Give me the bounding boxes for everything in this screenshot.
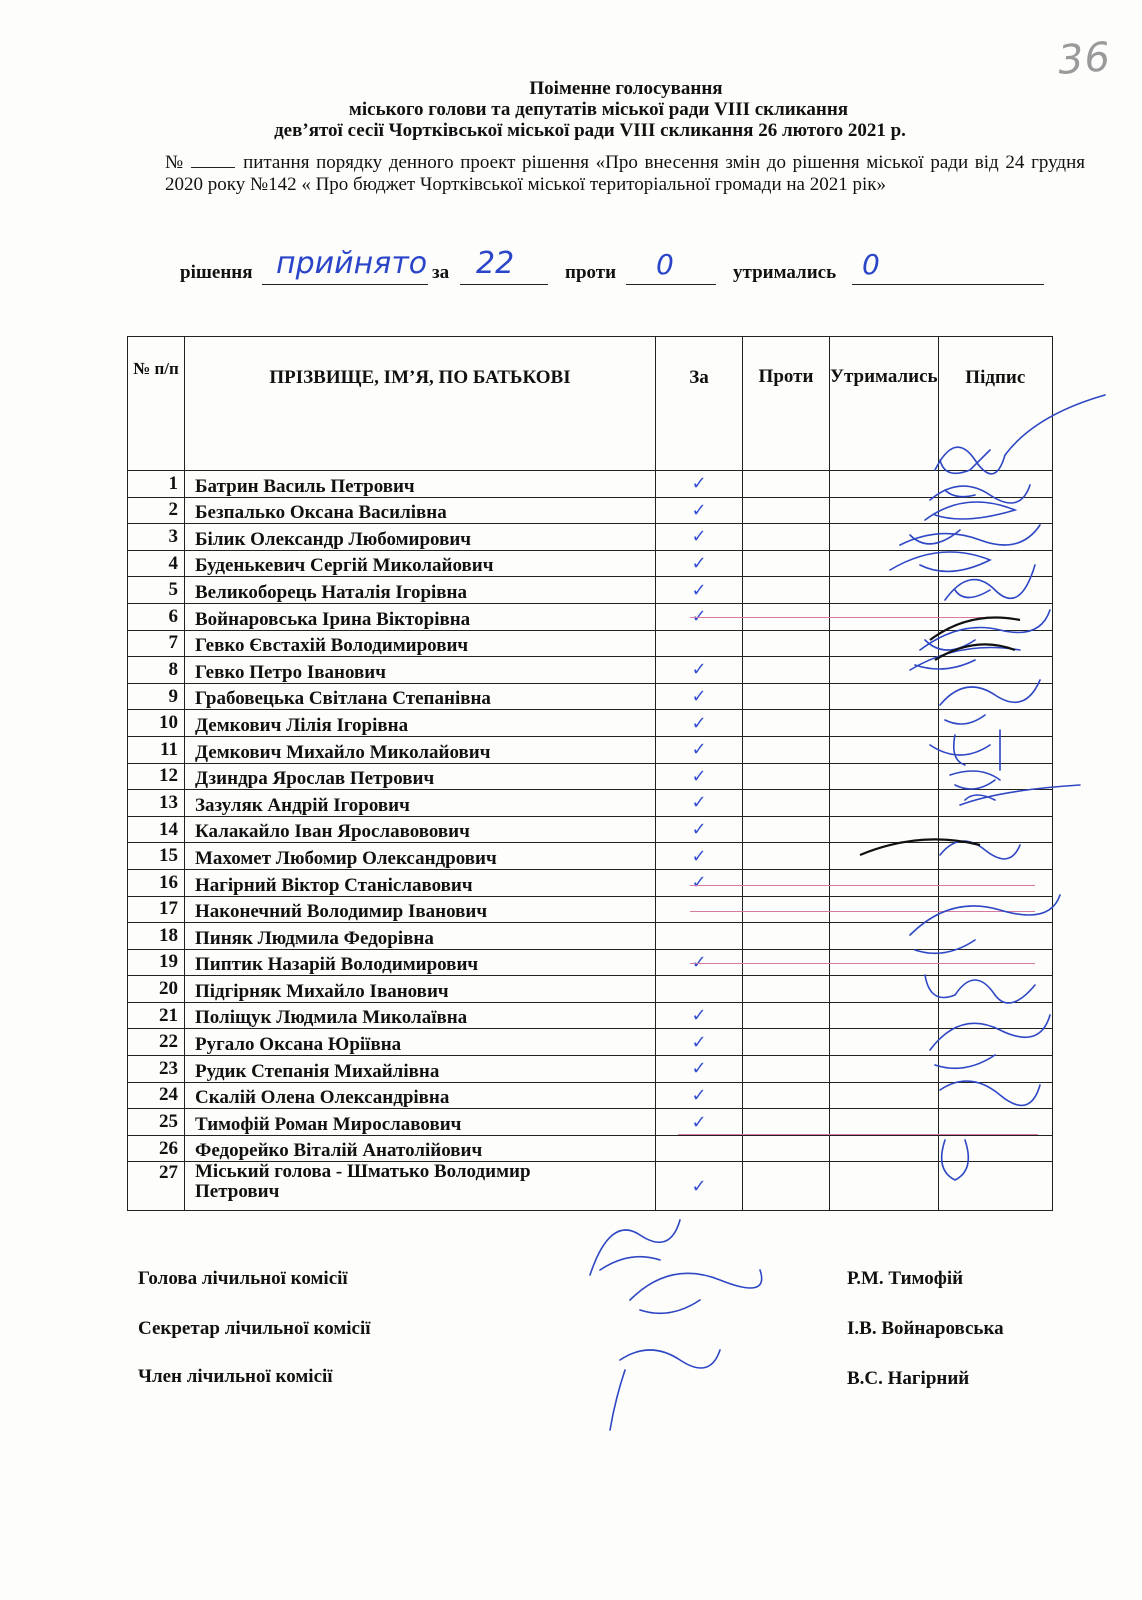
check-mark-icon: ✓ xyxy=(691,1084,707,1106)
signature-cell xyxy=(938,710,1052,737)
title-line-2: міського голови та депутатів міської ради VIII скликання xyxy=(348,99,849,120)
check-mark-icon: ✓ xyxy=(691,1111,707,1133)
row-number: 1 xyxy=(128,471,185,498)
vote-abstained-cell xyxy=(830,1135,939,1162)
row-number: 11 xyxy=(128,736,185,763)
signature-cell xyxy=(938,843,1052,870)
row-number: 5 xyxy=(128,577,185,604)
vote-for-cell xyxy=(656,471,743,498)
vote-against-cell xyxy=(743,1082,830,1109)
member-name: Скалій Олена Олександрівна xyxy=(185,1082,656,1109)
member-name: Гевко Євстахій Володимирович xyxy=(185,630,656,657)
row-number: 4 xyxy=(128,550,185,577)
vote-for-cell xyxy=(656,896,743,923)
vote-against-cell xyxy=(743,869,830,896)
check-mark-icon: ✓ xyxy=(691,499,707,521)
signature-cell xyxy=(938,790,1052,817)
table-row xyxy=(128,790,1053,817)
row-number: 8 xyxy=(128,657,185,684)
vote-against-cell xyxy=(743,1056,830,1083)
against-underline xyxy=(626,284,716,285)
table-row xyxy=(128,843,1053,870)
member-name-line-1: Міський голова - Шматько Володимир xyxy=(195,1161,531,1183)
member-name: Поліщук Людмила Миколаївна xyxy=(185,1002,656,1029)
signature-cell xyxy=(938,471,1052,498)
signature-cell xyxy=(938,550,1052,577)
signature-cell xyxy=(938,816,1052,843)
signature-cell xyxy=(938,1029,1052,1056)
vote-abstained-cell xyxy=(830,896,939,923)
row-number: 16 xyxy=(128,869,185,896)
check-mark-icon: ✓ xyxy=(691,845,707,867)
row-number: 14 xyxy=(128,816,185,843)
vote-against-cell xyxy=(743,843,830,870)
member-name: Демкович Лілія Ігорівна xyxy=(185,710,656,737)
check-mark-icon: ✓ xyxy=(691,553,707,575)
member-name: Підгірняк Михайло Іванович xyxy=(185,976,656,1003)
vote-for-cell xyxy=(656,816,743,843)
decision-underline xyxy=(262,284,428,285)
commission-chair-name: Р.М. Тимофій xyxy=(847,1268,964,1289)
member-name-line-2: Петрович xyxy=(195,1181,280,1203)
row-number: 19 xyxy=(128,949,185,976)
table-row xyxy=(128,1002,1053,1029)
signature-cell xyxy=(938,1002,1052,1029)
commission-secretary-name: І.В. Войнаровська xyxy=(847,1318,1004,1339)
vote-for-cell xyxy=(656,683,743,710)
vote-abstained-cell xyxy=(830,524,939,551)
table-row xyxy=(128,976,1053,1003)
member-name: Зазуляк Андрій Ігорович xyxy=(185,790,656,817)
check-mark-icon: ✓ xyxy=(691,739,707,761)
vote-abstained-cell xyxy=(830,923,939,950)
commission-chair-label: Голова лічильної комісії xyxy=(138,1268,348,1289)
vote-for-cell xyxy=(656,577,743,604)
member-name: Ругало Оксана Юріївна xyxy=(185,1029,656,1056)
vote-abstained-cell xyxy=(830,1109,939,1136)
vote-for-cell xyxy=(656,1029,743,1056)
absent-strike-line xyxy=(690,911,1035,912)
check-mark-icon: ✓ xyxy=(691,1058,707,1080)
table-row xyxy=(128,630,1053,657)
signature-cell xyxy=(938,683,1052,710)
check-mark-icon: ✓ xyxy=(691,473,707,495)
table-row xyxy=(128,550,1053,577)
signature-cell xyxy=(938,923,1052,950)
commission-secretary-label: Секретар лічильної комісії xyxy=(138,1318,371,1339)
vote-against-cell xyxy=(743,577,830,604)
table-row xyxy=(128,1082,1053,1109)
vote-for-cell xyxy=(656,843,743,870)
vote-abstained-cell xyxy=(830,1162,939,1211)
roll-call-table xyxy=(127,336,1053,1211)
signature-cell xyxy=(938,524,1052,551)
title-line-1: Поіменне голосування xyxy=(529,78,723,99)
page-number: 36 xyxy=(1056,34,1113,84)
absent-strike-line xyxy=(678,1134,1038,1135)
vote-for-cell xyxy=(656,1082,743,1109)
signature-cell xyxy=(938,1082,1052,1109)
signature-cell xyxy=(938,630,1052,657)
check-mark-icon: ✓ xyxy=(691,951,707,973)
check-mark-icon: ✓ xyxy=(691,872,707,894)
vote-abstained-cell xyxy=(830,1029,939,1056)
signature-cell xyxy=(938,497,1052,524)
header-signature: Підпис xyxy=(938,337,1052,471)
header-abstained: Утримались xyxy=(830,337,939,471)
vote-for-cell xyxy=(656,497,743,524)
vote-against-cell xyxy=(743,630,830,657)
member-name: Тимофій Роман Мирославович xyxy=(185,1109,656,1136)
signature-cell xyxy=(938,577,1052,604)
vote-for-cell xyxy=(656,1135,743,1162)
table-row xyxy=(128,1135,1053,1162)
vote-against-cell xyxy=(743,1109,830,1136)
table-row xyxy=(128,497,1053,524)
row-number: 6 xyxy=(128,603,185,630)
vote-abstained-cell xyxy=(830,976,939,1003)
table-row xyxy=(128,683,1053,710)
table-row xyxy=(128,896,1053,923)
header-for: За xyxy=(656,337,743,471)
vote-abstained-cell xyxy=(830,497,939,524)
signature-cell xyxy=(938,657,1052,684)
check-mark-icon: ✓ xyxy=(691,712,707,734)
member-name: Гевко Петро Іванович xyxy=(185,657,656,684)
commission-member-label: Член лічильної комісії xyxy=(138,1366,333,1387)
row-number: 2 xyxy=(128,497,185,524)
vote-for-cell xyxy=(656,1162,743,1211)
vote-against-cell xyxy=(743,683,830,710)
row-number: 10 xyxy=(128,710,185,737)
check-mark-icon: ✓ xyxy=(691,686,707,708)
signature-cell xyxy=(938,1135,1052,1162)
check-mark-icon: ✓ xyxy=(691,792,707,814)
member-name: Білик Олександр Любомирович xyxy=(185,524,656,551)
table-row xyxy=(128,710,1053,737)
document-title xyxy=(0,78,1142,141)
vote-abstained-cell xyxy=(830,550,939,577)
member-name: Пиптик Назарій Володимирович xyxy=(185,949,656,976)
member-name: Демкович Михайло Миколайович xyxy=(185,736,656,763)
row-number: 18 xyxy=(128,923,185,950)
signature-cell xyxy=(938,763,1052,790)
vote-abstained-cell xyxy=(830,869,939,896)
member-name xyxy=(185,1162,656,1211)
member-name: Пиняк Людмила Федорівна xyxy=(185,923,656,950)
signature-icon xyxy=(610,1350,720,1430)
check-mark-icon: ✓ xyxy=(691,765,707,787)
row-number: 24 xyxy=(128,1082,185,1109)
signature-cell xyxy=(938,1109,1052,1136)
header-against: Проти xyxy=(743,337,830,471)
abstained-label: утримались xyxy=(733,262,837,283)
member-name: Рудик Степанія Михайлівна xyxy=(185,1056,656,1083)
vote-abstained-cell xyxy=(830,816,939,843)
signature-cell xyxy=(938,736,1052,763)
against-count-handwritten: 0 xyxy=(656,248,674,281)
vote-for-cell xyxy=(656,710,743,737)
for-count-handwritten: 22 xyxy=(476,246,515,281)
vote-abstained-cell xyxy=(830,471,939,498)
vote-for-cell xyxy=(656,1056,743,1083)
vote-against-cell xyxy=(743,1029,830,1056)
member-name: Великоборець Наталія Ігорівна xyxy=(185,577,656,604)
check-mark-icon: ✓ xyxy=(691,1005,707,1027)
absent-strike-line xyxy=(690,963,1035,964)
table-row xyxy=(128,1162,1053,1211)
agenda-question xyxy=(165,152,1085,196)
table-row xyxy=(128,763,1053,790)
signature-icon xyxy=(590,1220,680,1275)
header-num: № п/п xyxy=(128,337,185,471)
member-name: Безпалько Оксана Василівна xyxy=(185,497,656,524)
vote-abstained-cell xyxy=(830,1082,939,1109)
against-label: проти xyxy=(565,262,617,283)
absent-strike-line xyxy=(690,885,1035,886)
vote-abstained-cell xyxy=(830,657,939,684)
table-header-row xyxy=(128,337,1053,471)
vote-abstained-cell xyxy=(830,577,939,604)
vote-against-cell xyxy=(743,657,830,684)
table-row xyxy=(128,577,1053,604)
row-number: 20 xyxy=(128,976,185,1003)
row-number: 23 xyxy=(128,1056,185,1083)
abstained-count-handwritten: 0 xyxy=(862,248,880,281)
vote-against-cell xyxy=(743,976,830,1003)
signature-cell xyxy=(938,1056,1052,1083)
table-row xyxy=(128,1029,1053,1056)
row-number: 9 xyxy=(128,683,185,710)
vote-abstained-cell xyxy=(830,736,939,763)
vote-for-cell xyxy=(656,524,743,551)
row-number: 12 xyxy=(128,763,185,790)
table-row xyxy=(128,736,1053,763)
row-number: 25 xyxy=(128,1109,185,1136)
vote-for-cell xyxy=(656,869,743,896)
member-name: Федорейко Віталій Анатолійович xyxy=(185,1135,656,1162)
member-name: Войнаровська Ірина Вікторівна xyxy=(185,603,656,630)
vote-for-cell xyxy=(656,923,743,950)
table-row xyxy=(128,524,1053,551)
row-number: 17 xyxy=(128,896,185,923)
vote-against-cell xyxy=(743,896,830,923)
vote-for-cell xyxy=(656,763,743,790)
member-name: Наконечний Володимир Іванович xyxy=(185,896,656,923)
vote-against-cell xyxy=(743,763,830,790)
table-row xyxy=(128,869,1053,896)
question-number-label: № xyxy=(165,152,186,173)
vote-for-cell xyxy=(656,736,743,763)
check-mark-icon: ✓ xyxy=(691,606,707,628)
vote-abstained-cell xyxy=(830,843,939,870)
member-name: Батрин Василь Петрович xyxy=(185,471,656,498)
vote-against-cell xyxy=(743,1162,830,1211)
row-number: 3 xyxy=(128,524,185,551)
signature-cell xyxy=(938,1162,1052,1211)
table-row xyxy=(128,923,1053,950)
table-row xyxy=(128,471,1053,498)
table-row xyxy=(128,816,1053,843)
vote-against-cell xyxy=(743,1135,830,1162)
vote-for-cell xyxy=(656,630,743,657)
vote-against-cell xyxy=(743,497,830,524)
vote-against-cell xyxy=(743,816,830,843)
signature-cell xyxy=(938,869,1052,896)
row-number: 21 xyxy=(128,1002,185,1029)
vote-against-cell xyxy=(743,550,830,577)
vote-abstained-cell xyxy=(830,710,939,737)
vote-abstained-cell xyxy=(830,790,939,817)
signature-cell xyxy=(938,976,1052,1003)
for-underline xyxy=(460,284,548,285)
row-number: 13 xyxy=(128,790,185,817)
vote-against-cell xyxy=(743,471,830,498)
row-number: 27 xyxy=(128,1162,185,1211)
title-line-3: дев’ятої сесії Чортківської міської ради VIII скликання 26 лютого 2021 р. xyxy=(274,120,906,141)
check-mark-icon: ✓ xyxy=(691,526,707,548)
member-name: Калакайло Іван Ярославовович xyxy=(185,816,656,843)
vote-for-cell xyxy=(656,550,743,577)
question-text: питання порядку денного проект рішення «Про внесення змін до рішення міської ради від 24 грудня 2020 року №142 « Про бюджет Чортківської міської територіальної громади на 2021 рік» xyxy=(165,152,1085,195)
table-row xyxy=(128,1056,1053,1083)
abstained-underline xyxy=(852,284,1044,285)
check-mark-icon: ✓ xyxy=(691,579,707,601)
commission-member-name: В.С. Нагірний xyxy=(847,1368,970,1389)
vote-against-cell xyxy=(743,710,830,737)
member-name: Дзиндра Ярослав Петрович xyxy=(185,763,656,790)
vote-against-cell xyxy=(743,790,830,817)
check-mark-icon: ✓ xyxy=(691,819,707,841)
member-name: Грабовецька Світлана Степанівна xyxy=(185,683,656,710)
table-row xyxy=(128,1109,1053,1136)
row-number: 15 xyxy=(128,843,185,870)
vote-abstained-cell xyxy=(830,1056,939,1083)
vote-for-cell xyxy=(656,976,743,1003)
check-mark-icon: ✓ xyxy=(691,1175,707,1197)
vote-for-cell xyxy=(656,790,743,817)
vote-abstained-cell xyxy=(830,630,939,657)
row-number: 26 xyxy=(128,1135,185,1162)
member-name: Нагірний Віктор Станіславович xyxy=(185,869,656,896)
row-number: 7 xyxy=(128,630,185,657)
vote-for-cell xyxy=(656,657,743,684)
member-name: Махомет Любомир Олександрович xyxy=(185,843,656,870)
vote-for-cell xyxy=(656,1109,743,1136)
decision-handwritten: прийнято xyxy=(276,246,428,281)
vote-abstained-cell xyxy=(830,763,939,790)
row-number: 22 xyxy=(128,1029,185,1056)
vote-against-cell xyxy=(743,736,830,763)
signature-icon xyxy=(630,1270,762,1313)
vote-against-cell xyxy=(743,923,830,950)
decision-label: рішення xyxy=(180,262,253,283)
absent-strike-line xyxy=(690,617,1010,618)
question-number-blank xyxy=(191,167,235,168)
signature-cell xyxy=(938,896,1052,923)
decision-summary xyxy=(180,246,1080,290)
member-name: Буденькевич Сергій Миколайович xyxy=(185,550,656,577)
table-row xyxy=(128,657,1053,684)
vote-abstained-cell xyxy=(830,1002,939,1029)
vote-for-cell xyxy=(656,1002,743,1029)
vote-against-cell xyxy=(743,524,830,551)
for-label: за xyxy=(432,262,450,283)
vote-abstained-cell xyxy=(830,683,939,710)
header-name: ПРІЗВИЩЕ, ІМ’Я, ПО БАТЬКОВІ xyxy=(185,337,656,471)
check-mark-icon: ✓ xyxy=(691,1031,707,1053)
vote-against-cell xyxy=(743,1002,830,1029)
check-mark-icon: ✓ xyxy=(691,659,707,681)
